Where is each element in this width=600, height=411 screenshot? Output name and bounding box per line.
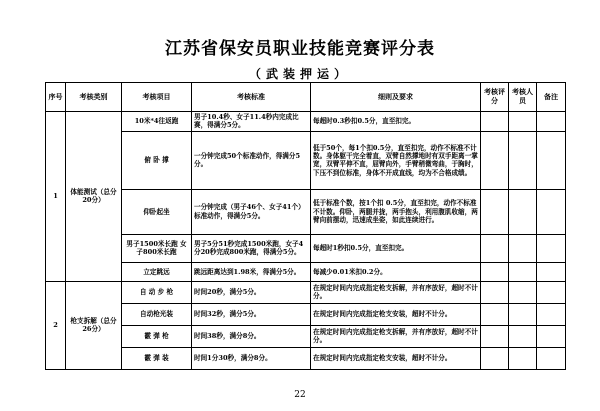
remark-cell[interactable] bbox=[537, 347, 566, 369]
table-row bbox=[46, 281, 566, 303]
remark-cell[interactable] bbox=[537, 131, 566, 189]
examiner-cell[interactable] bbox=[509, 189, 537, 234]
item-cell: 男子1500米长跑 女子800米长跑 bbox=[122, 234, 192, 262]
page-number: 22 bbox=[294, 390, 306, 400]
table-row bbox=[46, 262, 566, 281]
item-cell: 自动枪光装 bbox=[122, 303, 192, 325]
rules-cell: 在规定时间内完成指定枪支拆解，并有序放好，超时不计分。 bbox=[311, 325, 481, 347]
score-cell[interactable] bbox=[481, 189, 509, 234]
header-item: 考核项目 bbox=[122, 83, 192, 112]
standard-cell: 时间38秒，满分8分。 bbox=[192, 325, 311, 347]
group-seq: 2 bbox=[46, 281, 66, 369]
item-cell: 霰 弹 枪 bbox=[122, 325, 192, 347]
standard-cell: 男子5分51秒完成1500米跑，女子4分20秒完成800米跑，得满分5分。 bbox=[192, 234, 311, 262]
examiner-cell[interactable] bbox=[509, 112, 537, 132]
examiner-cell[interactable] bbox=[509, 347, 537, 369]
page-subtitle: （武装押运） bbox=[248, 67, 351, 81]
standard-cell: 男子10.4秒、女子11.4秒内完成比赛，得满分5分。 bbox=[192, 112, 311, 132]
score-cell[interactable] bbox=[481, 303, 509, 325]
item-cell: 10米*4往返跑 bbox=[122, 112, 192, 132]
header-remark: 备注 bbox=[537, 83, 566, 112]
table-row bbox=[46, 325, 566, 347]
examiner-cell[interactable] bbox=[509, 303, 537, 325]
group-category: 体能测试（总分20分） bbox=[66, 112, 122, 282]
table-row bbox=[46, 131, 566, 189]
score-cell[interactable] bbox=[481, 347, 509, 369]
table-row bbox=[46, 189, 566, 234]
examiner-cell[interactable] bbox=[509, 262, 537, 281]
group-seq: 1 bbox=[46, 112, 66, 282]
examiner-cell[interactable] bbox=[509, 131, 537, 189]
score-cell[interactable] bbox=[481, 234, 509, 262]
rules-cell: 在规定时间内完成指定枪支安装，超时不计分。 bbox=[311, 347, 481, 369]
item-cell: 霰 弹 装 bbox=[122, 347, 192, 369]
header-examiner: 考核人员 bbox=[509, 83, 537, 112]
remark-cell[interactable] bbox=[537, 303, 566, 325]
score-cell[interactable] bbox=[481, 131, 509, 189]
remark-cell[interactable] bbox=[537, 262, 566, 281]
remark-cell[interactable] bbox=[537, 281, 566, 303]
rules-cell: 低于50个，每1个扣0.5分，直至扣完，动作不标准不计数。身体躯干完全着直，双臂自然撑地时有双手距离一掌宽，双臂平伸不直，屈臂向外，手臂稍微弯曲，于胸时，下压不到位标准，身体不开成直线，均为不合格成绩。 bbox=[311, 131, 481, 189]
item-cell: 自 动 步 枪 bbox=[122, 281, 192, 303]
examiner-cell[interactable] bbox=[509, 281, 537, 303]
score-cell[interactable] bbox=[481, 325, 509, 347]
scoring-table bbox=[45, 82, 566, 370]
rules-cell: 每超时0.3秒扣0.5分，直至扣完。 bbox=[311, 112, 481, 132]
standard-cell: 时间32秒，满分5分。 bbox=[192, 303, 311, 325]
rules-cell: 在规定时间内完成指定枪支安装，超时不计分。 bbox=[311, 303, 481, 325]
header-seq: 序号 bbox=[46, 83, 66, 112]
standard-cell: 跳远距离达到1.98米，得满分5分。 bbox=[192, 262, 311, 281]
table-row bbox=[46, 234, 566, 262]
standard-cell: 一分钟完成（男子46个、女子41个）标准动作，得满分5分。 bbox=[192, 189, 311, 234]
score-cell[interactable] bbox=[481, 112, 509, 132]
header-score: 考核评分 bbox=[481, 83, 509, 112]
header-standard: 考核标准 bbox=[192, 83, 311, 112]
header-rules: 细则及要求 bbox=[311, 83, 481, 112]
standard-cell: 一分钟完成50个标准动作，得满分5分。 bbox=[192, 131, 311, 189]
remark-cell[interactable] bbox=[537, 325, 566, 347]
score-cell[interactable] bbox=[481, 262, 509, 281]
standard-cell: 时间20秒，满分5分。 bbox=[192, 281, 311, 303]
item-cell: 立定跳远 bbox=[122, 262, 192, 281]
table-row bbox=[46, 303, 566, 325]
standard-cell: 时间1分30秒，满分8分。 bbox=[192, 347, 311, 369]
item-cell: 仰卧起坐 bbox=[122, 189, 192, 234]
examiner-cell[interactable] bbox=[509, 234, 537, 262]
score-cell[interactable] bbox=[481, 281, 509, 303]
remark-cell[interactable] bbox=[537, 112, 566, 132]
examiner-cell[interactable] bbox=[509, 325, 537, 347]
rules-cell: 每减少0.01米扣0.2分。 bbox=[311, 262, 481, 281]
rules-cell: 每超时1秒扣0.5分，直至扣完。 bbox=[311, 234, 481, 262]
item-cell: 俯 卧 撑 bbox=[122, 131, 192, 189]
rules-cell: 在规定时间内完成指定枪支拆解，并有序放好，超时不计分。 bbox=[311, 281, 481, 303]
header-row bbox=[46, 83, 566, 112]
table-row bbox=[46, 112, 566, 132]
remark-cell[interactable] bbox=[537, 189, 566, 234]
remark-cell[interactable] bbox=[537, 234, 566, 262]
rules-cell: 低于标准个数，按1个扣 0.5分，直至扣完，动作不标准不计数。仰卧，两腿并拢，两手抱头，利用腹肌收缩，两臂向前摆动，迅速成坐姿，如此连续进行。 bbox=[311, 189, 481, 234]
table-row bbox=[46, 347, 566, 369]
header-category: 考核类别 bbox=[66, 83, 122, 112]
group-category: 枪支拆解（总分26分） bbox=[66, 281, 122, 369]
page-title: 江苏省保安员职业技能竞赛评分表 bbox=[165, 39, 435, 59]
